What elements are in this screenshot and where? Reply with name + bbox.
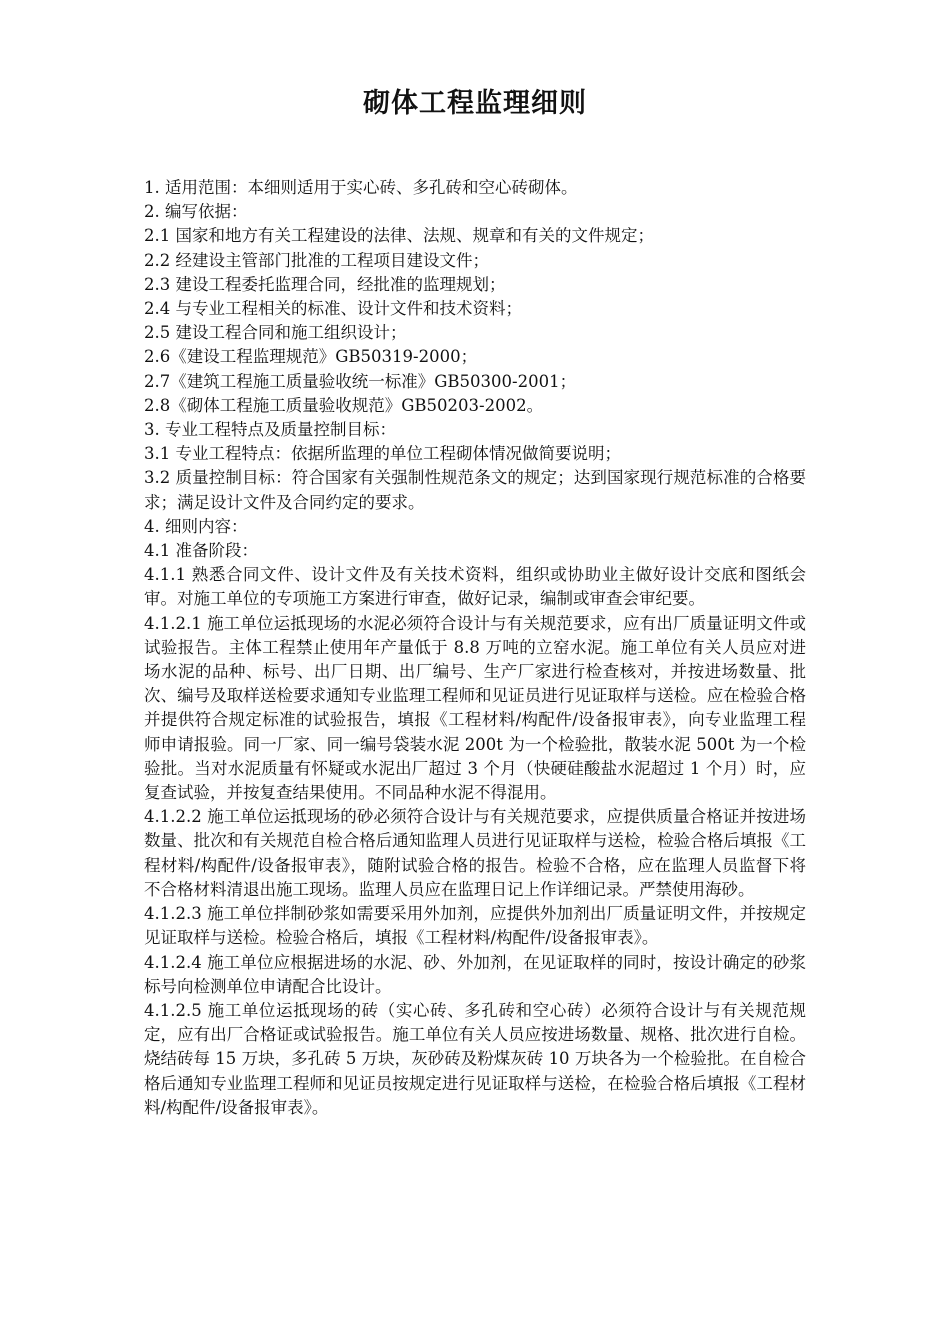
- paragraph: 2.6《建设工程监理规范》GB50319-2000；: [144, 347, 478, 367]
- paragraph: 3.2 质量控制目标：符合国家有关强制性规范条文的规定；达到国家现行规范标准的合格要求；满足设计文件及合同约定的要求。: [144, 468, 806, 512]
- paragraph: 2.1 国家和地方有关工程建设的法律、法规、规章和有关的文件规定；: [144, 226, 654, 246]
- paragraph: 4.1.2.4 施工单位应根据进场的水泥、砂、外加剂，在见证取样的同时，按设计确定的砂浆标号向检测单位申请配合比设计。: [144, 952, 806, 996]
- paragraph: 2.2 经建设主管部门批准的工程项目建设文件；: [144, 250, 489, 270]
- paragraph: 2.5 建设工程合同和施工组织设计；: [144, 323, 407, 343]
- paragraph: 4. 细则内容：: [144, 516, 248, 536]
- paragraph: 2. 编写依据：: [144, 202, 248, 222]
- paragraph: 4.1.2.5 施工单位运抵现场的砖（实心砖、多孔砖和空心砖）必须符合设计与有关规范规定，应有出厂合格证或试验报告。施工单位有关人员应按进场数量、规格、批次进行自检。烧结砖每 15 万块，多孔砖 5 万块，灰砂砖及粉煤灰砖 10 万块各为一个检验批。在自检合格后通知专业监理工程师和见证员按规定进行见证取样与送检，在检验合格后填报《工程材料/构配件/设备报审表》。: [144, 1000, 806, 1117]
- paragraph: 3.1 专业工程特点：依据所监理的单位工程砌体情况做简要说明；: [144, 444, 621, 464]
- paragraph: 4.1.1 熟悉合同文件、设计文件及有关技术资料，组织或协助业主做好设计交底和图纸会审。对施工单位的专项施工方案进行审查，做好记录，编制或审查会审纪要。: [144, 565, 806, 609]
- paragraph: 4.1.2.2 施工单位运抵现场的砂必须符合设计与有关规范要求，应提供质量合格证并按进场数量、批次和有关规范自检合格后通知监理人员进行见证取样与送检，检验合格后填报《工程材料/构配件/设备报审表》，随附试验合格的报告。检验不合格，应在监理人员监督下将不合格材料清退出施工现场。监理人员应在监理日记上作详细记录。严禁使用海砂。: [144, 807, 806, 899]
- paragraph: 4.1.2.3 施工单位拌制砂浆如需要采用外加剂，应提供外加剂出厂质量证明文件，并按规定见证取样与送检。检验合格后，填报《工程材料/构配件/设备报审表》。: [144, 904, 806, 948]
- paragraph: 2.7《建筑工程施工质量验收统一标准》GB50300-2001；: [144, 371, 577, 391]
- paragraph: 2.4 与专业工程相关的标准、设计文件和技术资料；: [144, 299, 522, 319]
- paragraph: 3. 专业工程特点及质量控制目标：: [144, 420, 396, 440]
- paragraph: 4.1.2.1 施工单位运抵现场的水泥必须符合设计与有关规范要求，应有出厂质量证明文件或试验报告。主体工程禁止使用年产量低于 8.8 万吨的立窑水泥。施工单位有关人员应对进场水泥的品种、标号、出厂日期、出厂编号、生产厂家进行检查核对，并按进场数量、批次、编号及取样送检要求通知专业监理工程师和见证员进行见证取样与送检。应在检验合格并提供符合规定标准的试验报告，填报《工程材料/构配件/设备报审表》，向专业监理工程师申请报验。同一厂家、同一编号袋装水泥 200t 为一个检验批，散装水泥 500t 为一个检验批。当对水泥质量有怀疑或水泥出厂超过 3 个月（快硬硅酸盐水泥超过 1 个月）时，应复查试验，并按复查结果使用。不同品种水泥不得混用。: [144, 613, 806, 803]
- paragraph: 1. 适用范围：本细则适用于实心砖、多孔砖和空心砖砌体。: [144, 178, 578, 197]
- paragraph: 4.1 准备阶段：: [144, 541, 258, 561]
- paragraph: 2.8《砌体工程施工质量验收规范》GB50203-2002。: [144, 395, 544, 415]
- document-body: [144, 176, 806, 1120]
- paragraph: 2.3 建设工程委托监理合同，经批准的监理规划；: [144, 274, 506, 294]
- document-title: 砌体工程监理细则: [363, 88, 587, 119]
